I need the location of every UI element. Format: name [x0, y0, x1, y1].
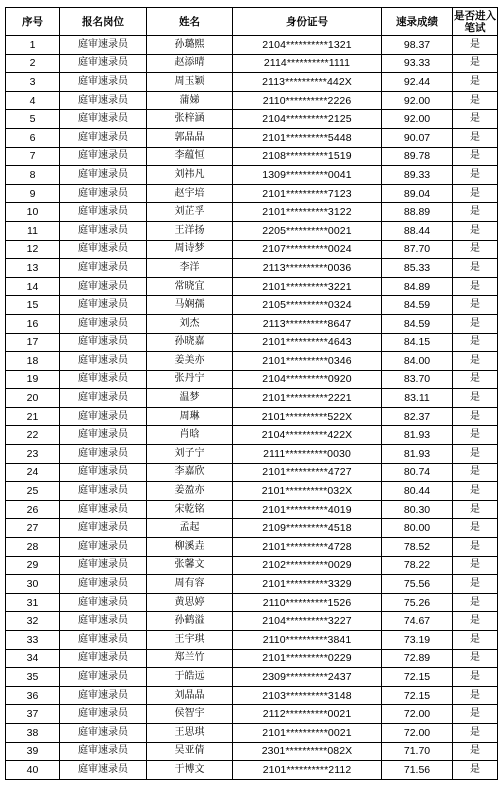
header-row	[6, 8, 498, 36]
cell-seq: 35	[6, 668, 60, 687]
cell-written-exam: 是	[453, 519, 498, 538]
table-row	[6, 333, 498, 352]
cell-name: 王思琪	[147, 723, 233, 742]
cell-id-number: 2104**********3227	[233, 612, 382, 631]
cell-score: 84.89	[382, 277, 453, 296]
table-row	[6, 482, 498, 501]
cell-score: 74.67	[382, 612, 453, 631]
cell-written-exam: 是	[453, 128, 498, 147]
cell-name: 马娴孺	[147, 296, 233, 315]
cell-written-exam: 是	[453, 426, 498, 445]
cell-seq: 19	[6, 370, 60, 389]
cell-written-exam: 是	[453, 370, 498, 389]
cell-name: 张馨文	[147, 556, 233, 575]
cell-name: 郑兰竹	[147, 649, 233, 668]
cell-position: 庭审速录员	[60, 389, 147, 408]
cell-name: 王洋扬	[147, 221, 233, 240]
cell-id-number: 2104**********422X	[233, 426, 382, 445]
table-row	[6, 538, 498, 557]
table-row	[6, 556, 498, 575]
cell-seq: 29	[6, 556, 60, 575]
header-name: 姓名	[147, 8, 233, 36]
cell-position: 庭审速录员	[60, 240, 147, 259]
cell-seq: 6	[6, 128, 60, 147]
cell-id-number: 2113**********0036	[233, 259, 382, 278]
table-row	[6, 166, 498, 185]
cell-id-number: 2110**********1526	[233, 593, 382, 612]
cell-name: 于皓远	[147, 668, 233, 687]
cell-seq: 24	[6, 463, 60, 482]
cell-position: 庭审速录员	[60, 91, 147, 110]
table-row	[6, 110, 498, 129]
table-row	[6, 407, 498, 426]
cell-id-number: 2114**********1111	[233, 54, 382, 73]
cell-written-exam: 是	[453, 538, 498, 557]
cell-written-exam: 是	[453, 147, 498, 166]
cell-id-number: 2101**********2112	[233, 761, 382, 780]
cell-written-exam: 是	[453, 240, 498, 259]
cell-name: 黄思婷	[147, 593, 233, 612]
cell-id-number: 2101**********3329	[233, 575, 382, 594]
cell-score: 90.07	[382, 128, 453, 147]
cell-seq: 38	[6, 723, 60, 742]
cell-id-number: 2111**********0030	[233, 445, 382, 464]
cell-name: 周琳	[147, 407, 233, 426]
cell-position: 庭审速录员	[60, 500, 147, 519]
cell-seq: 10	[6, 203, 60, 222]
table-row	[6, 221, 498, 240]
cell-name: 李蕴恒	[147, 147, 233, 166]
cell-seq: 31	[6, 593, 60, 612]
cell-written-exam: 是	[453, 705, 498, 724]
cell-name: 王宇琪	[147, 631, 233, 650]
cell-score: 87.70	[382, 240, 453, 259]
cell-id-number: 2205**********0021	[233, 221, 382, 240]
cell-score: 78.52	[382, 538, 453, 557]
cell-written-exam: 是	[453, 296, 498, 315]
cell-id-number: 2101**********0229	[233, 649, 382, 668]
cell-name: 张梓涵	[147, 110, 233, 129]
cell-position: 庭审速录员	[60, 333, 147, 352]
cell-id-number: 2110**********3841	[233, 631, 382, 650]
cell-name: 温梦	[147, 389, 233, 408]
table-row	[6, 519, 498, 538]
cell-written-exam: 是	[453, 352, 498, 371]
table-row	[6, 128, 498, 147]
cell-written-exam: 是	[453, 333, 498, 352]
cell-seq: 39	[6, 742, 60, 761]
table-row	[6, 203, 498, 222]
cell-id-number: 2101**********7123	[233, 184, 382, 203]
cell-written-exam: 是	[453, 277, 498, 296]
cell-name: 刘晶晶	[147, 686, 233, 705]
table-row	[6, 73, 498, 92]
table-row	[6, 686, 498, 705]
cell-seq: 12	[6, 240, 60, 259]
table-row	[6, 649, 498, 668]
cell-score: 71.70	[382, 742, 453, 761]
cell-id-number: 2101**********4727	[233, 463, 382, 482]
cell-written-exam: 是	[453, 445, 498, 464]
cell-written-exam: 是	[453, 110, 498, 129]
cell-position: 庭审速录员	[60, 445, 147, 464]
cell-seq: 30	[6, 575, 60, 594]
cell-position: 庭审速录员	[60, 352, 147, 371]
header-seq: 序号	[6, 8, 60, 36]
cell-written-exam: 是	[453, 463, 498, 482]
cell-name: 柳溪垚	[147, 538, 233, 557]
cell-written-exam: 是	[453, 407, 498, 426]
cell-name: 吴亚倩	[147, 742, 233, 761]
cell-score: 80.44	[382, 482, 453, 501]
cell-position: 庭审速录员	[60, 277, 147, 296]
header-id-number: 身份证号	[233, 8, 382, 36]
cell-seq: 16	[6, 314, 60, 333]
table-body	[6, 36, 498, 780]
cell-seq: 32	[6, 612, 60, 631]
cell-written-exam: 是	[453, 184, 498, 203]
cell-name: 孟起	[147, 519, 233, 538]
cell-written-exam: 是	[453, 761, 498, 780]
table-row	[6, 389, 498, 408]
table-row	[6, 277, 498, 296]
cell-position: 庭审速录员	[60, 686, 147, 705]
cell-score: 71.56	[382, 761, 453, 780]
cell-name: 刘芷孚	[147, 203, 233, 222]
cell-seq: 25	[6, 482, 60, 501]
cell-score: 84.59	[382, 314, 453, 333]
cell-id-number: 2101**********0021	[233, 723, 382, 742]
cell-score: 78.22	[382, 556, 453, 575]
cell-name: 李嘉欣	[147, 463, 233, 482]
cell-id-number: 2102**********0029	[233, 556, 382, 575]
cell-id-number: 2101**********4019	[233, 500, 382, 519]
cell-written-exam: 是	[453, 631, 498, 650]
cell-written-exam: 是	[453, 723, 498, 742]
cell-written-exam: 是	[453, 314, 498, 333]
cell-score: 89.33	[382, 166, 453, 185]
cell-id-number: 2110**********2226	[233, 91, 382, 110]
cell-written-exam: 是	[453, 482, 498, 501]
cell-id-number: 2101**********0346	[233, 352, 382, 371]
cell-seq: 28	[6, 538, 60, 557]
cell-id-number: 2109**********4518	[233, 519, 382, 538]
cell-written-exam: 是	[453, 500, 498, 519]
cell-score: 84.59	[382, 296, 453, 315]
cell-name: 周诗梦	[147, 240, 233, 259]
cell-id-number: 2104**********1321	[233, 36, 382, 55]
cell-position: 庭审速录员	[60, 426, 147, 445]
cell-position: 庭审速录员	[60, 296, 147, 315]
cell-id-number: 2101**********522X	[233, 407, 382, 426]
cell-written-exam: 是	[453, 389, 498, 408]
table-row	[6, 668, 498, 687]
cell-score: 75.26	[382, 593, 453, 612]
cell-written-exam: 是	[453, 742, 498, 761]
cell-id-number: 2112**********0021	[233, 705, 382, 724]
header-written-exam: 是否进入笔试	[454, 9, 496, 34]
cell-written-exam: 是	[453, 91, 498, 110]
cell-id-number: 2101**********032X	[233, 482, 382, 501]
cell-score: 80.00	[382, 519, 453, 538]
cell-score: 84.15	[382, 333, 453, 352]
cell-seq: 17	[6, 333, 60, 352]
table-row	[6, 500, 498, 519]
cell-position: 庭审速录员	[60, 203, 147, 222]
cell-position: 庭审速录员	[60, 593, 147, 612]
cell-written-exam: 是	[453, 649, 498, 668]
cell-seq: 27	[6, 519, 60, 538]
cell-name: 孙晓嘉	[147, 333, 233, 352]
table-row	[6, 259, 498, 278]
cell-score: 98.37	[382, 36, 453, 55]
cell-seq: 18	[6, 352, 60, 371]
table-row	[6, 352, 498, 371]
cell-name: 姜盈亦	[147, 482, 233, 501]
cell-written-exam: 是	[453, 54, 498, 73]
cell-written-exam: 是	[453, 36, 498, 55]
cell-seq: 23	[6, 445, 60, 464]
cell-score: 92.44	[382, 73, 453, 92]
table-row	[6, 240, 498, 259]
cell-position: 庭审速录员	[60, 631, 147, 650]
table-row	[6, 370, 498, 389]
table-header	[6, 8, 498, 36]
cell-position: 庭审速录员	[60, 649, 147, 668]
cell-name: 宋乾铭	[147, 500, 233, 519]
cell-seq: 15	[6, 296, 60, 315]
cell-seq: 36	[6, 686, 60, 705]
cell-seq: 2	[6, 54, 60, 73]
cell-seq: 13	[6, 259, 60, 278]
cell-id-number: 2113**********442X	[233, 73, 382, 92]
cell-seq: 33	[6, 631, 60, 650]
cell-score: 81.93	[382, 426, 453, 445]
cell-score: 92.00	[382, 91, 453, 110]
cell-score: 84.00	[382, 352, 453, 371]
cell-id-number: 2101**********2221	[233, 389, 382, 408]
cell-seq: 9	[6, 184, 60, 203]
cell-name: 蒲娣	[147, 91, 233, 110]
table-row	[6, 761, 498, 780]
cell-id-number: 2105**********0324	[233, 296, 382, 315]
cell-id-number: 2101**********3122	[233, 203, 382, 222]
cell-seq: 34	[6, 649, 60, 668]
cell-id-number: 2101**********4643	[233, 333, 382, 352]
cell-score: 89.04	[382, 184, 453, 203]
cell-id-number: 2309**********2437	[233, 668, 382, 687]
cell-position: 庭审速录员	[60, 538, 147, 557]
cell-written-exam: 是	[453, 259, 498, 278]
cell-position: 庭审速录员	[60, 221, 147, 240]
cell-score: 72.00	[382, 705, 453, 724]
cell-written-exam: 是	[453, 203, 498, 222]
cell-score: 83.70	[382, 370, 453, 389]
cell-seq: 14	[6, 277, 60, 296]
cell-score: 75.56	[382, 575, 453, 594]
cell-position: 庭审速录员	[60, 705, 147, 724]
cell-id-number: 2108**********1519	[233, 147, 382, 166]
table-row	[6, 723, 498, 742]
header-position: 报名岗位	[60, 8, 147, 36]
cell-score: 88.44	[382, 221, 453, 240]
table-row	[6, 612, 498, 631]
cell-position: 庭审速录员	[60, 482, 147, 501]
cell-id-number: 2113**********8647	[233, 314, 382, 333]
cell-score: 89.78	[382, 147, 453, 166]
cell-name: 常晓宜	[147, 277, 233, 296]
cell-position: 庭审速录员	[60, 370, 147, 389]
cell-position: 庭审速录员	[60, 36, 147, 55]
cell-position: 庭审速录员	[60, 556, 147, 575]
table-row	[6, 445, 498, 464]
cell-seq: 20	[6, 389, 60, 408]
cell-position: 庭审速录员	[60, 761, 147, 780]
cell-seq: 11	[6, 221, 60, 240]
cell-name: 赵添晴	[147, 54, 233, 73]
cell-position: 庭审速录员	[60, 723, 147, 742]
cell-written-exam: 是	[453, 556, 498, 575]
cell-name: 赵宇培	[147, 184, 233, 203]
cell-seq: 26	[6, 500, 60, 519]
cell-name: 刘子宁	[147, 445, 233, 464]
cell-seq: 1	[6, 36, 60, 55]
cell-written-exam: 是	[453, 668, 498, 687]
cell-position: 庭审速录员	[60, 407, 147, 426]
cell-id-number: 2107**********0024	[233, 240, 382, 259]
cell-position: 庭审速录员	[60, 128, 147, 147]
table-row	[6, 54, 498, 73]
cell-score: 80.74	[382, 463, 453, 482]
cell-position: 庭审速录员	[60, 519, 147, 538]
cell-name: 周玉颖	[147, 73, 233, 92]
cell-seq: 22	[6, 426, 60, 445]
cell-name: 张丹宁	[147, 370, 233, 389]
cell-position: 庭审速录员	[60, 54, 147, 73]
cell-id-number: 2101**********4728	[233, 538, 382, 557]
cell-score: 93.33	[382, 54, 453, 73]
cell-score: 80.30	[382, 500, 453, 519]
table-row	[6, 36, 498, 55]
cell-written-exam: 是	[453, 166, 498, 185]
table-row	[6, 631, 498, 650]
cell-name: 刘杰	[147, 314, 233, 333]
cell-score: 72.15	[382, 668, 453, 687]
cell-seq: 7	[6, 147, 60, 166]
cell-written-exam: 是	[453, 593, 498, 612]
cell-score: 72.00	[382, 723, 453, 742]
cell-written-exam: 是	[453, 612, 498, 631]
cell-name: 周有容	[147, 575, 233, 594]
cell-position: 庭审速录员	[60, 147, 147, 166]
cell-position: 庭审速录员	[60, 742, 147, 761]
cell-position: 庭审速录员	[60, 110, 147, 129]
cell-position: 庭审速录员	[60, 575, 147, 594]
cell-seq: 5	[6, 110, 60, 129]
cell-seq: 40	[6, 761, 60, 780]
cell-score: 72.89	[382, 649, 453, 668]
cell-written-exam: 是	[453, 221, 498, 240]
table-row	[6, 426, 498, 445]
table-row	[6, 147, 498, 166]
cell-score: 83.11	[382, 389, 453, 408]
cell-id-number: 2104**********0920	[233, 370, 382, 389]
header-score: 速录成绩	[382, 8, 453, 36]
cell-name: 侯智宇	[147, 705, 233, 724]
table-row	[6, 742, 498, 761]
results-sheet	[5, 7, 497, 780]
cell-name: 孙鹤溢	[147, 612, 233, 631]
cell-position: 庭审速录员	[60, 184, 147, 203]
cell-score: 92.00	[382, 110, 453, 129]
cell-id-number: 2101**********3221	[233, 277, 382, 296]
cell-position: 庭审速录员	[60, 612, 147, 631]
cell-id-number: 2301**********082X	[233, 742, 382, 761]
cell-position: 庭审速录员	[60, 166, 147, 185]
table-row	[6, 296, 498, 315]
table-row	[6, 184, 498, 203]
cell-score: 85.33	[382, 259, 453, 278]
cell-name: 于博文	[147, 761, 233, 780]
cell-seq: 21	[6, 407, 60, 426]
table-row	[6, 463, 498, 482]
table-row	[6, 91, 498, 110]
cell-score: 88.89	[382, 203, 453, 222]
cell-written-exam: 是	[453, 575, 498, 594]
cell-score: 73.19	[382, 631, 453, 650]
cell-position: 庭审速录员	[60, 668, 147, 687]
cell-id-number: 2101**********5448	[233, 128, 382, 147]
results-table	[5, 7, 498, 780]
cell-name: 郭晶晶	[147, 128, 233, 147]
cell-seq: 3	[6, 73, 60, 92]
table-row	[6, 575, 498, 594]
cell-name: 肖晗	[147, 426, 233, 445]
table-row	[6, 593, 498, 612]
cell-seq: 4	[6, 91, 60, 110]
cell-seq: 37	[6, 705, 60, 724]
table-row	[6, 314, 498, 333]
cell-id-number: 1309**********0041	[233, 166, 382, 185]
cell-score: 72.15	[382, 686, 453, 705]
table-row	[6, 705, 498, 724]
cell-name: 姜美亦	[147, 352, 233, 371]
cell-position: 庭审速录员	[60, 73, 147, 92]
cell-name: 孙璐熙	[147, 36, 233, 55]
cell-written-exam: 是	[453, 73, 498, 92]
cell-score: 82.37	[382, 407, 453, 426]
cell-score: 81.93	[382, 445, 453, 464]
cell-position: 庭审速录员	[60, 314, 147, 333]
cell-id-number: 2104**********2125	[233, 110, 382, 129]
cell-seq: 8	[6, 166, 60, 185]
cell-written-exam: 是	[453, 686, 498, 705]
cell-position: 庭审速录员	[60, 463, 147, 482]
cell-name: 李洋	[147, 259, 233, 278]
cell-id-number: 2103**********3148	[233, 686, 382, 705]
cell-position: 庭审速录员	[60, 259, 147, 278]
cell-name: 刘祎凡	[147, 166, 233, 185]
